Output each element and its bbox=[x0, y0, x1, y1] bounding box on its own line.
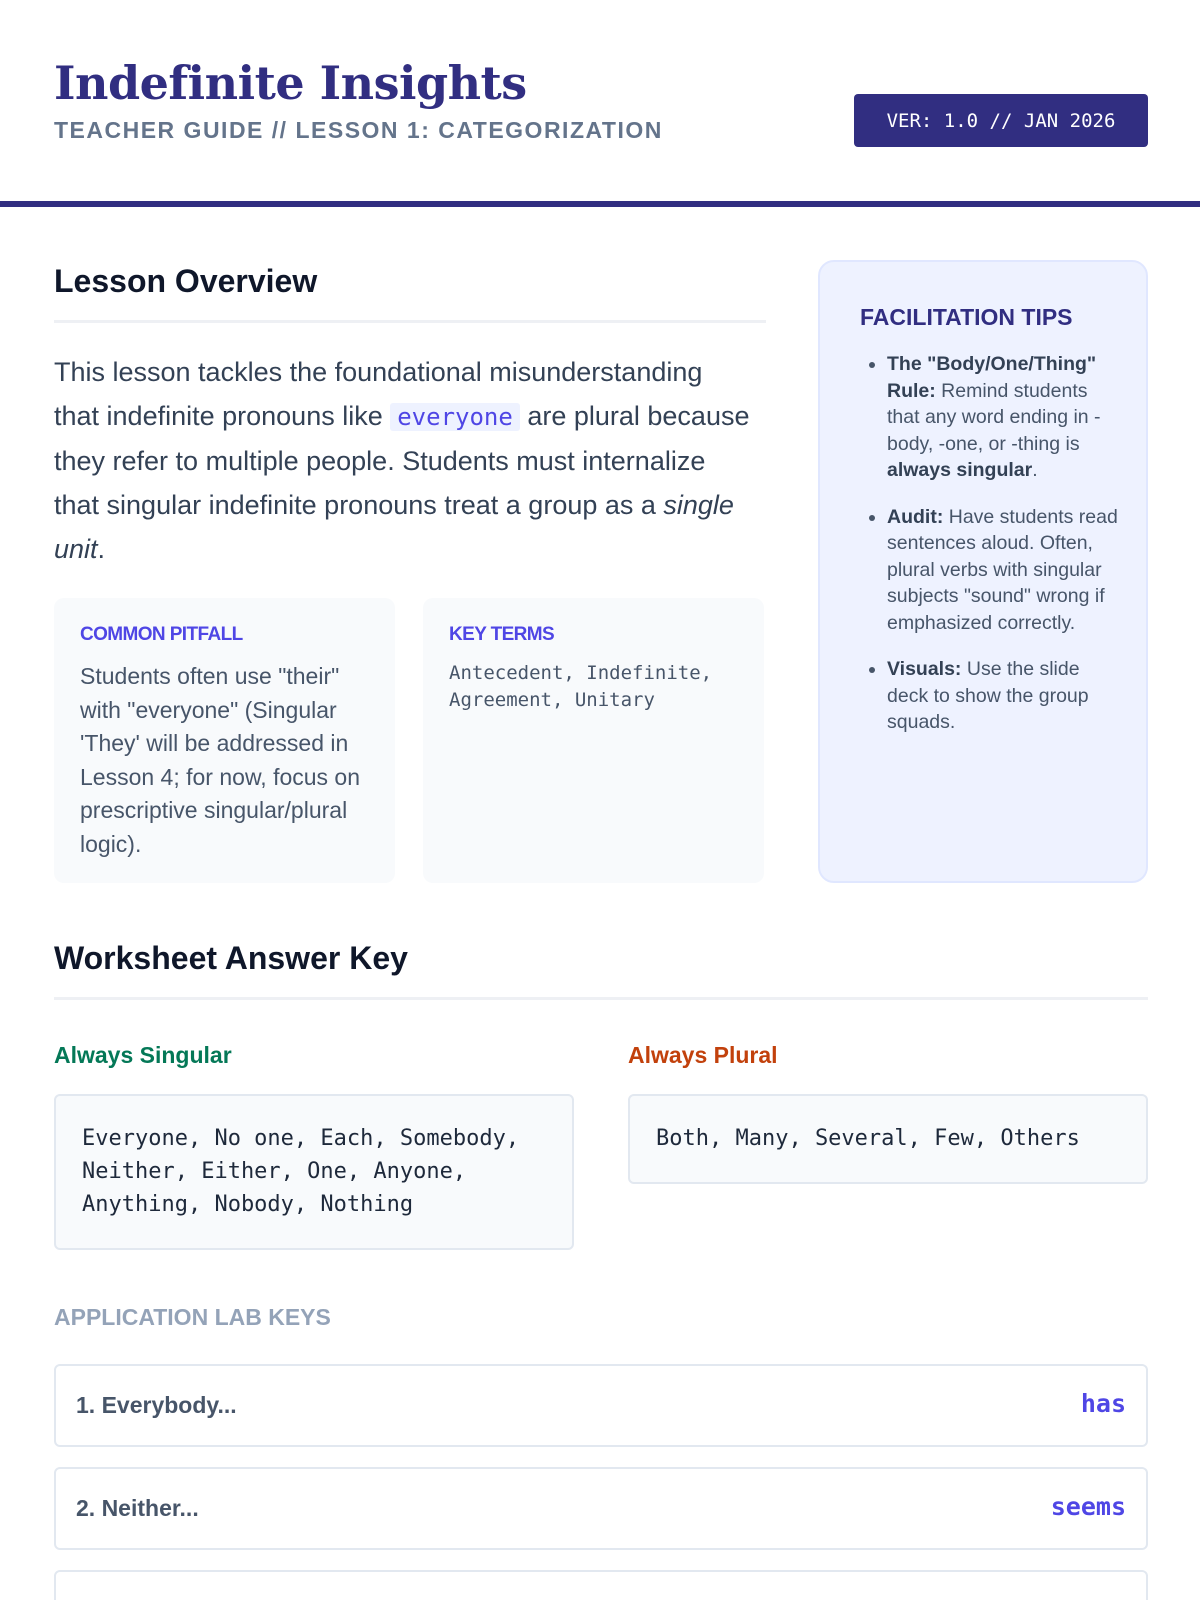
lab-key-row bbox=[54, 1467, 1148, 1550]
key-terms-label: KEY TERMS bbox=[449, 624, 555, 645]
key-terms-body: Antecedent, Indefinite, Agreement, Unitary bbox=[449, 662, 713, 711]
tip-lead: Visuals: bbox=[887, 658, 962, 680]
tip-lead: Audit: bbox=[887, 505, 944, 528]
lab-key-row bbox=[54, 1364, 1148, 1447]
always-singular-label: Always Singular bbox=[54, 1042, 232, 1068]
section-divider bbox=[54, 997, 1148, 1000]
overview-text-start: This lesson tackles the foundational misunderstanding that indefinite pronouns like bbox=[54, 357, 703, 431]
overview-paragraph bbox=[54, 350, 754, 571]
tip-text: Use the slide deck to show the group squads. bbox=[887, 658, 1089, 733]
tip-tail: . bbox=[1032, 459, 1038, 481]
application-lab-heading: APPLICATION LAB KEYS bbox=[54, 1304, 331, 1330]
tip-text: Have students read sentences aloud. Often, plural verbs with singular subjects "sound" wrong if emphasized correctly. bbox=[887, 505, 1118, 634]
pitfall-label: COMMON PITFALL bbox=[80, 624, 243, 645]
tip-lead: The "Body/One/Thing" Rule: bbox=[887, 353, 1097, 402]
pitfall-body: Students often use "their" with "everyone" (Singular 'They' will be addressed in Lesson 4; for now, focus on prescriptive singular/plural logic). bbox=[80, 663, 361, 857]
code-word-everyone: everyone bbox=[390, 403, 520, 431]
lab-prompt: 2. Neither... bbox=[76, 1495, 199, 1521]
lab-answer: seems bbox=[1050, 1492, 1126, 1521]
overview-text-end: . bbox=[97, 534, 106, 564]
singular-words-box: Everyone, No one, Each, Somebody, Neither, Either, One, Anyone, Anything, Nobody, Nothing bbox=[54, 1094, 574, 1250]
plural-words-box: Both, Many, Several, Few, Others bbox=[628, 1094, 1148, 1184]
version-badge: VER: 1.0 // JAN 2026 bbox=[854, 94, 1148, 147]
tip-text: Remind students that any word ending in -body, -one, or -thing is bbox=[887, 379, 1101, 455]
answer-key-heading: Worksheet Answer Key bbox=[54, 940, 408, 976]
overview-italic: single unit bbox=[54, 490, 734, 564]
tip-item bbox=[887, 656, 1118, 736]
guide-subtitle: TEACHER GUIDE // LESSON 1: CATEGORIZATION bbox=[54, 117, 663, 143]
facilitation-tips-panel bbox=[818, 260, 1148, 883]
tips-list bbox=[860, 351, 1118, 736]
always-plural-label: Always Plural bbox=[628, 1042, 778, 1068]
page-header bbox=[0, 0, 1200, 207]
tips-title: FACILITATION TIPS bbox=[860, 304, 1073, 330]
lesson-overview-heading: Lesson Overview bbox=[54, 263, 318, 299]
common-pitfall-card bbox=[54, 598, 395, 883]
tip-item bbox=[887, 351, 1118, 484]
lab-answer: has bbox=[1080, 1389, 1126, 1418]
tip-item bbox=[887, 504, 1118, 637]
guide-title: Indefinite Insights bbox=[54, 56, 527, 110]
overview-text-middle: are plural because they refer to multiple people. Students must internalize that singular indefinite pronouns treat a group as a bbox=[54, 401, 750, 520]
lab-prompt: 1. Everybody... bbox=[76, 1392, 237, 1418]
tip-emphasis: always singular bbox=[887, 459, 1033, 481]
lab-key-row bbox=[54, 1570, 1148, 1600]
key-terms-card bbox=[423, 598, 764, 883]
section-divider bbox=[54, 320, 766, 323]
